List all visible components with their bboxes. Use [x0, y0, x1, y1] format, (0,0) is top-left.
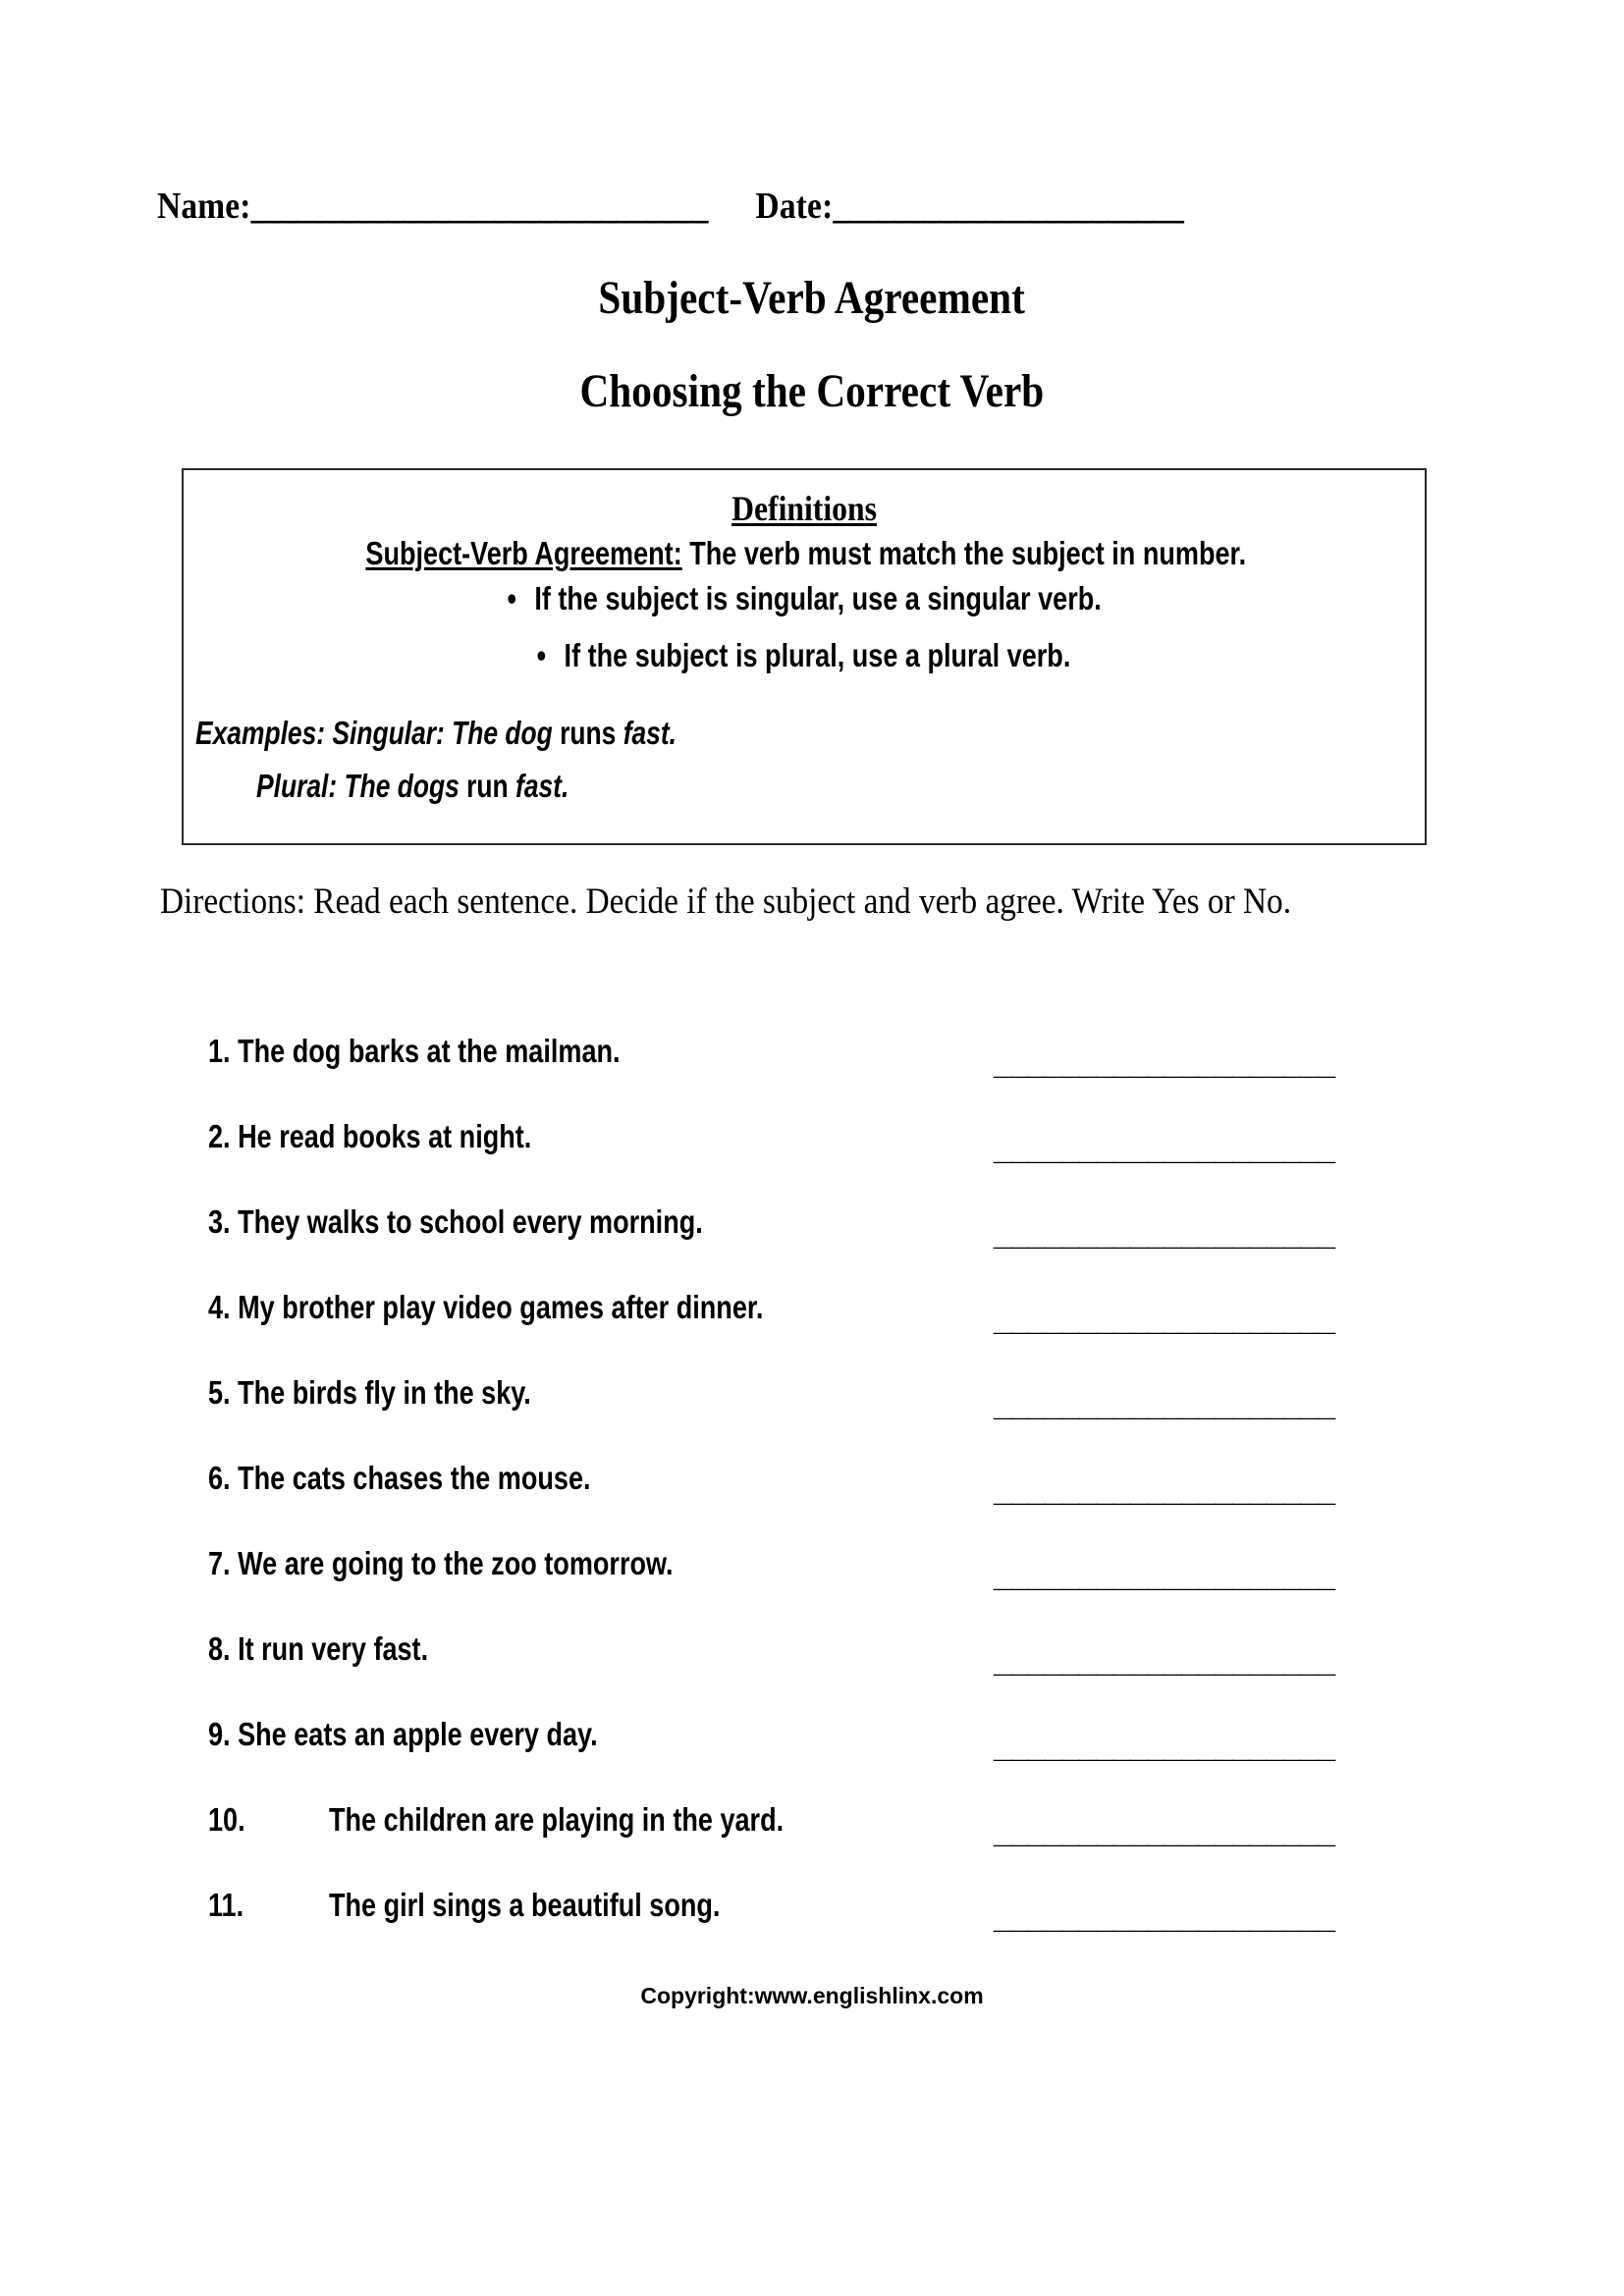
definitions-box	[182, 468, 1427, 845]
copyright-text: Copyright:www.englishlinx.com	[640, 1983, 984, 2008]
question-sentence: The dog barks at the mailman.	[230, 1033, 621, 1069]
question-row	[0, 1192, 1624, 1277]
name-date-row	[157, 185, 1315, 228]
question-text	[208, 1033, 711, 1070]
date-label: Date:	[755, 186, 834, 227]
example-singular-verb: runs	[552, 715, 623, 751]
list-item	[184, 637, 1425, 674]
answer-blank-line[interactable]: ____________________	[994, 1642, 1335, 1679]
definitions-heading-text: Definitions	[731, 489, 877, 528]
question-row	[0, 1448, 1624, 1533]
question-row	[0, 1362, 1624, 1448]
question-number: 7.	[208, 1545, 231, 1581]
question-number: 1.	[208, 1033, 231, 1069]
answer-blank-line[interactable]: ____________________	[994, 1557, 1335, 1593]
example-plural-verb: run	[459, 768, 516, 804]
example-singular-line	[195, 715, 796, 752]
question-row	[0, 1875, 1624, 1960]
definition-rule-line	[189, 535, 1423, 572]
question-text	[208, 1801, 910, 1839]
question-text	[208, 1887, 833, 1924]
answer-blank-line[interactable]: ____________________	[994, 1898, 1335, 1935]
question-sentence: The children are playing in the yard.	[329, 1801, 785, 1838]
page-subtitle	[0, 364, 1624, 418]
question-text	[208, 1545, 776, 1582]
question-sentence: The birds fly in the sky.	[230, 1374, 531, 1411]
bullet-dot-icon: •	[537, 637, 547, 673]
answer-blank-line[interactable]: ____________________	[994, 1215, 1335, 1252]
bullet-dot-icon: •	[507, 580, 516, 616]
definition-term: Subject-Verb Agreement:	[365, 535, 682, 571]
answer-blank-line[interactable]: ____________________	[994, 1813, 1335, 1849]
question-text	[208, 1460, 675, 1497]
question-number: 10.	[208, 1801, 245, 1838]
question-text	[208, 1630, 476, 1668]
question-sentence: The girl sings a beautiful song.	[329, 1887, 721, 1923]
question-text	[208, 1289, 886, 1326]
examples-label: Examples:	[195, 715, 326, 751]
question-row	[0, 1533, 1624, 1619]
question-number: 4.	[208, 1289, 231, 1325]
question-row	[0, 1277, 1624, 1362]
question-text	[208, 1203, 811, 1241]
question-row	[0, 1106, 1624, 1192]
example-singular-adverb: fast.	[623, 715, 677, 751]
date-blank-line[interactable]: _______________________	[833, 186, 1183, 227]
definitions-heading	[184, 488, 1425, 529]
definition-description: The verb must match the subject in number.	[681, 535, 1247, 571]
answer-blank-line[interactable]: ____________________	[994, 1130, 1335, 1166]
example-plural-line	[256, 768, 647, 805]
question-text	[208, 1374, 602, 1412]
example-singular-subject: Singular: The dog	[325, 715, 553, 751]
question-number: 9.	[208, 1716, 231, 1752]
question-number: 8.	[208, 1630, 231, 1667]
question-number: 5.	[208, 1374, 231, 1411]
question-text	[208, 1716, 683, 1753]
question-sentence: He read books at night.	[230, 1118, 532, 1154]
question-sentence: She eats an apple every day.	[230, 1716, 598, 1752]
name-blank-line[interactable]: ______________________________	[250, 186, 708, 227]
name-label: Name:	[157, 186, 251, 227]
question-text	[208, 1118, 603, 1155]
answer-blank-line[interactable]: ____________________	[994, 1044, 1335, 1081]
question-sentence: They walks to school every morning.	[230, 1203, 703, 1240]
question-sentence: We are going to the zoo tomorrow.	[230, 1545, 674, 1581]
question-row	[0, 1619, 1624, 1704]
question-row	[0, 1021, 1624, 1106]
definitions-bullet-list	[184, 580, 1425, 694]
question-sentence: My brother play video games after dinner.	[230, 1289, 764, 1325]
question-row	[0, 1789, 1624, 1875]
question-number: 2.	[208, 1118, 231, 1154]
question-number: 6.	[208, 1460, 231, 1496]
question-list	[0, 1021, 1624, 1960]
list-item	[184, 580, 1425, 617]
bullet-text: If the subject is plural, use a plural verb.	[565, 637, 1071, 673]
question-sentence: It run very fast.	[230, 1630, 429, 1667]
copyright-footer	[0, 1983, 1624, 2009]
bullet-text: If the subject is singular, use a singular verb.	[534, 580, 1102, 616]
answer-blank-line[interactable]: ____________________	[994, 1471, 1335, 1508]
question-number: 11.	[208, 1887, 244, 1923]
question-sentence: The cats chases the mouse.	[230, 1460, 591, 1496]
example-plural-adverb: fast.	[515, 768, 569, 804]
page-subtitle-text: Choosing the Correct Verb	[579, 365, 1045, 417]
page-title	[0, 271, 1624, 325]
answer-blank-line[interactable]: ____________________	[994, 1728, 1335, 1764]
directions-text: Directions: Read each sentence. Decide if the subject and verb agree. Write Yes or No.	[160, 881, 1292, 922]
answer-blank-line[interactable]: ____________________	[994, 1301, 1335, 1337]
example-plural-subject: Plural: The dogs	[256, 768, 460, 804]
question-number: 3.	[208, 1203, 231, 1240]
page-title-text: Subject-Verb Agreement	[598, 272, 1026, 324]
answer-blank-line[interactable]: ____________________	[994, 1386, 1335, 1422]
directions-paragraph	[160, 879, 1466, 925]
question-row	[0, 1704, 1624, 1789]
